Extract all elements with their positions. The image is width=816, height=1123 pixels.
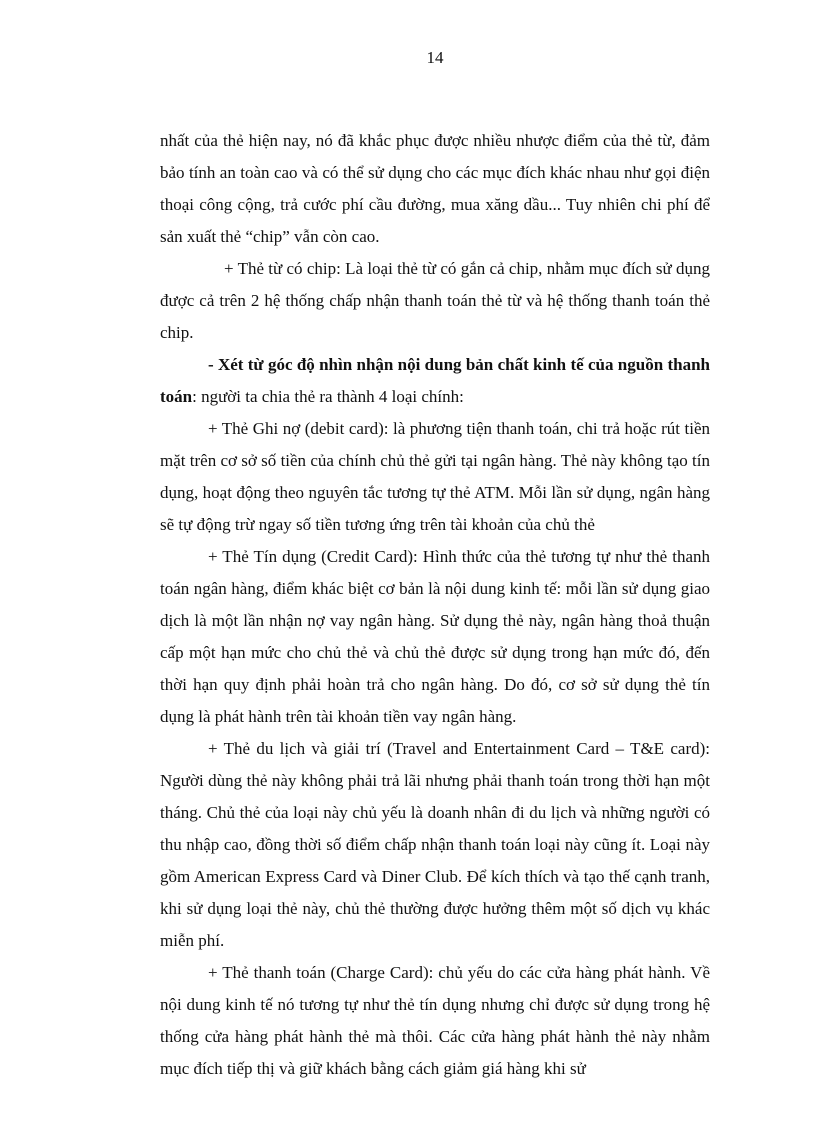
classification-heading-rest: : người ta chia thẻ ra thành 4 loại chính: [192,387,464,406]
classification-heading: - Xét từ góc độ nhìn nhận nội dung bản chất kinh tế của nguồn thanh toán [160,355,710,406]
paragraph-magnetic-chip-card: + Thẻ từ có chip: Là loại thẻ từ có gắn cả chip, nhằm mục đích sử dụng được cả trên 2 hệ thống chấp nhận thanh toán thẻ từ và hệ thống thanh toán thẻ chip. [160,259,710,342]
document-body [160,125,710,1085]
paragraph-charge-card: + Thẻ thanh toán (Charge Card): chủ yếu do các cửa hàng phát hành. Về nội dung kinh tế nó tương tự như thẻ tín dụng nhưng chỉ được sử dụng trong hệ thống cửa hàng phát hành thẻ mà thôi. Các cửa hàng phát hành thẻ này nhằm mục đích tiếp thị và giữ khách bằng cách giảm giá hàng khi sử [160,963,710,1078]
paragraph-travel-entertainment-card: + Thẻ du lịch và giải trí (Travel and Entertainment Card – T&E card): Người dùng thẻ này không phải trả lãi nhưng phải thanh toán trong thời hạn một tháng. Chủ thẻ của loại này chủ yếu là doanh nhân đi du lịch và những người có thu nhập cao, đồng thời số điểm chấp nhận thanh toán loại này cũng ít. Loại này gồm American Express Card và Diner Club. Để kích thích và tạo thế cạnh tranh, khi sử dụng loại thẻ này, chủ thẻ thường được hưởng thêm một số dịch vụ khác miễn phí. [160,739,710,950]
paragraph-debit-card: + Thẻ Ghi nợ (debit card): là phương tiện thanh toán, chi trả hoặc rút tiền mặt trên cơ sở số tiền của chính chủ thẻ gửi tại ngân hàng. Thẻ này không tạo tín dụng, hoạt động theo nguyên tắc tương tự thẻ ATM. Mỗi lần sử dụng, ngân hàng sẽ tự động trừ ngay số tiền tương ứng trên tài khoản của chủ thẻ [160,419,710,534]
paragraph-credit-card: + Thẻ Tín dụng (Credit Card): Hình thức của thẻ tương tự như thẻ thanh toán ngân hàng, điểm khác biệt cơ bản là nội dung kinh tế: mỗi lần sử dụng giao dịch là một lần nhận nợ vay ngân hàng. Sử dụng thẻ này, ngân hàng thoả thuận cấp một hạn mức cho chủ thẻ và chủ thẻ được sử dụng trong hạn mức đó, đến thời hạn quy định phải hoàn trả cho ngân hàng. Do đó, cơ sở sử dụng thẻ tín dụng là phát hành trên tài khoản tiền vay ngân hàng. [160,547,710,726]
paragraph-chip-card-continued: nhất của thẻ hiện nay, nó đã khắc phục được nhiều nhược điểm của thẻ từ, đảm bảo tính an toàn cao và có thể sử dụng cho các mục đích khác nhau như gọi điện thoại công cộng, trả cước phí cầu đường, mua xăng dầu... Tuy nhiên chi phí để sản xuất thẻ “chip” vẫn còn cao. [160,131,710,246]
paragraph-classification-economic [160,349,710,413]
page-number: 14 [426,48,444,67]
